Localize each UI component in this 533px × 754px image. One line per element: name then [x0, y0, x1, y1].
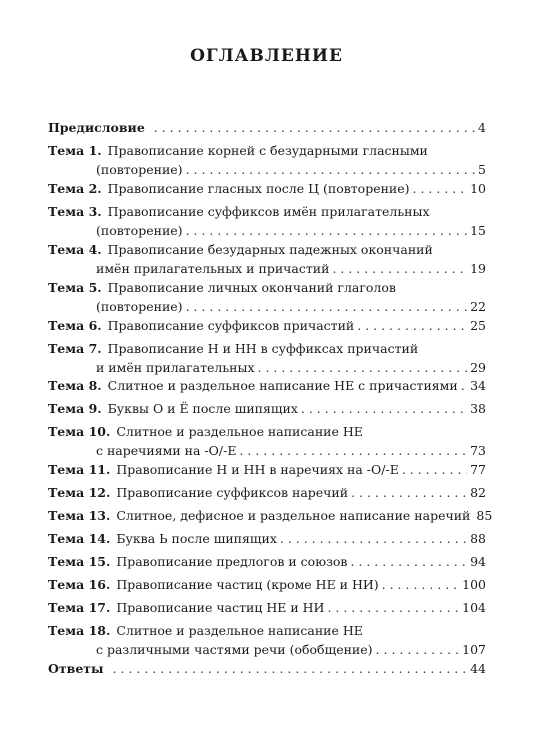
toc-entry-title-cont: (повторение): [96, 223, 183, 238]
toc-entry-label: Тема 17.: [48, 600, 111, 615]
toc-entry-label: Ответы: [48, 661, 104, 676]
toc-entry-title: Буква Ь после шипящих: [116, 531, 277, 546]
toc-entry-title: Слитное, дефисное и раздельное написание наречий: [116, 508, 471, 523]
leader-dots: [239, 441, 467, 460]
toc-entry-page: 34: [470, 378, 486, 393]
toc-entry-label: Тема 18.: [48, 623, 111, 638]
toc-entry-topic-16[interactable]: [48, 575, 486, 594]
toc-entry-label: Тема 15.: [48, 554, 111, 569]
toc-entry-title: Слитное и раздельное написание НЕ: [116, 424, 363, 439]
toc-entry-title-cont: с наречиями на -О/-Е: [96, 443, 237, 458]
toc-entry-label: Тема 11.: [48, 462, 111, 477]
leader-dots: [186, 160, 475, 179]
toc-entry-page: 107: [462, 642, 486, 657]
toc-entry-label: Тема 12.: [48, 485, 111, 500]
toc-entry-topic-7[interactable]: [48, 339, 486, 377]
leader-dots: [186, 221, 468, 240]
toc-entry-page: 5: [478, 162, 486, 177]
toc-entry-page: 10: [470, 181, 486, 196]
toc-entry-title: Правописание частиц (кроме НЕ и НИ): [116, 577, 379, 592]
toc-entry-label: Тема 9.: [48, 401, 102, 416]
toc-entry-page: 73: [470, 443, 486, 458]
toc-entry-page: 104: [462, 600, 486, 615]
toc-entry-label: Тема 6.: [48, 318, 102, 333]
toc-entry-topic-2[interactable]: [48, 179, 486, 198]
toc-entry-title: Правописание Н и НН в суффиксах причастий: [107, 341, 419, 356]
toc-entry-topic-1[interactable]: [48, 141, 486, 179]
toc-entry-topic-4[interactable]: [48, 240, 486, 278]
toc-entry-topic-14[interactable]: [48, 529, 486, 548]
toc-entry-page: 88: [470, 531, 486, 546]
toc-entry-page: 19: [470, 261, 486, 276]
leader-dots: [413, 179, 468, 198]
toc-entry-topic-6[interactable]: [48, 316, 486, 335]
toc-entry-title-cont: с различными частями речи (обобщение): [96, 642, 373, 657]
toc-entry-topic-15[interactable]: [48, 552, 486, 571]
toc-entry-label: Тема 1.: [48, 143, 102, 158]
toc-entry-label: Тема 7.: [48, 341, 102, 356]
toc-entry-title: Правописание суффиксов имён прилагательных: [107, 204, 430, 219]
leader-dots: [186, 297, 468, 316]
leader-dots: [332, 259, 467, 278]
toc-entry-page: 4: [478, 120, 486, 135]
toc-entry-title: Правописание суффиксов наречий: [116, 485, 349, 500]
toc-entry-page: 44: [470, 661, 486, 676]
toc-entry-title: Правописание суффиксов причастий: [107, 318, 355, 333]
toc-entry-label: Тема 13.: [48, 508, 111, 523]
leader-dots: [327, 598, 459, 617]
toc-entry-title: Правописание предлогов и союзов: [116, 554, 348, 569]
toc-entry-topic-12[interactable]: [48, 483, 486, 502]
leader-dots: [258, 358, 468, 377]
leader-dots: [376, 640, 460, 659]
toc-entry-topic-18[interactable]: [48, 621, 486, 659]
toc-entry-page: 25: [470, 318, 486, 333]
toc-entry-label: Тема 10.: [48, 424, 111, 439]
page-title: ОГЛАВЛЕНИЕ: [190, 46, 343, 66]
toc-entry-page: 38: [470, 401, 486, 416]
toc-entry-title: Правописание гласных после Ц (повторение): [107, 181, 410, 196]
toc-entry-page: 82: [470, 485, 486, 500]
toc-entry-topic-17[interactable]: [48, 598, 486, 617]
toc-entry-page: 29: [470, 360, 486, 375]
toc-entry-topic-11[interactable]: [48, 460, 486, 479]
toc-entry-title: Буквы О и Ё после шипящих: [107, 401, 298, 416]
toc-entry-label: Тема 4.: [48, 242, 102, 257]
toc-entry-topic-10[interactable]: [48, 422, 486, 460]
leader-dots: [154, 118, 475, 137]
toc-entry-title-cont: и имён прилагательных: [96, 360, 255, 375]
toc-entry-topic-5[interactable]: [48, 278, 486, 316]
toc-entry-label: Предисловие: [48, 120, 145, 135]
toc-entry-topic-9[interactable]: [48, 399, 486, 418]
toc-entry-topic-13[interactable]: [48, 506, 493, 525]
toc-entry-page: 22: [470, 299, 486, 314]
toc-entry-topic-8[interactable]: [48, 376, 486, 395]
leader-dots: [357, 316, 467, 335]
leader-dots: [461, 376, 467, 395]
toc-entry-label: Тема 3.: [48, 204, 102, 219]
toc-entry-topic-3[interactable]: [48, 202, 486, 240]
leader-dots: [301, 399, 467, 418]
toc-entry-page: 77: [470, 462, 486, 477]
toc-entry-label: Тема 8.: [48, 378, 102, 393]
leader-dots: [382, 575, 459, 594]
leader-dots: [351, 483, 467, 502]
leader-dots: [402, 460, 467, 479]
leader-dots: [350, 552, 467, 571]
toc-entry-label: Тема 14.: [48, 531, 111, 546]
toc-entry-title: Слитное и раздельное написание НЕ: [116, 623, 363, 638]
toc-entry-preface[interactable]: [48, 118, 486, 137]
toc-entry-page: 15: [470, 223, 486, 238]
toc-entry-page: 94: [470, 554, 486, 569]
toc-entry-title: Правописание частиц НЕ и НИ: [116, 600, 325, 615]
toc-entry-answers[interactable]: [48, 659, 486, 678]
toc-entry-title-cont: имён прилагательных и причастий: [96, 261, 330, 276]
toc-entry-label: Тема 16.: [48, 577, 111, 592]
toc-entry-title: Правописание Н и НН в наречиях на -О/-Е: [116, 462, 399, 477]
leader-dots: [280, 529, 467, 548]
leader-dots: [113, 659, 468, 678]
toc-entry-page: 100: [462, 577, 486, 592]
toc-entry-title-cont: (повторение): [96, 299, 183, 314]
toc-entry-title: Правописание корней с безударными гласными: [107, 143, 428, 158]
toc-entry-title: Слитное и раздельное написание НЕ с причастиями: [107, 378, 458, 393]
toc-entry-title: Правописание безударных падежных окончаний: [107, 242, 433, 257]
toc-entry-page: 85: [476, 508, 493, 523]
toc-entry-label: Тема 5.: [48, 280, 102, 295]
toc-entry-title: Правописание личных окончаний глаголов: [107, 280, 396, 295]
toc-entry-label: Тема 2.: [48, 181, 102, 196]
toc-entry-title-cont: (повторение): [96, 162, 183, 177]
